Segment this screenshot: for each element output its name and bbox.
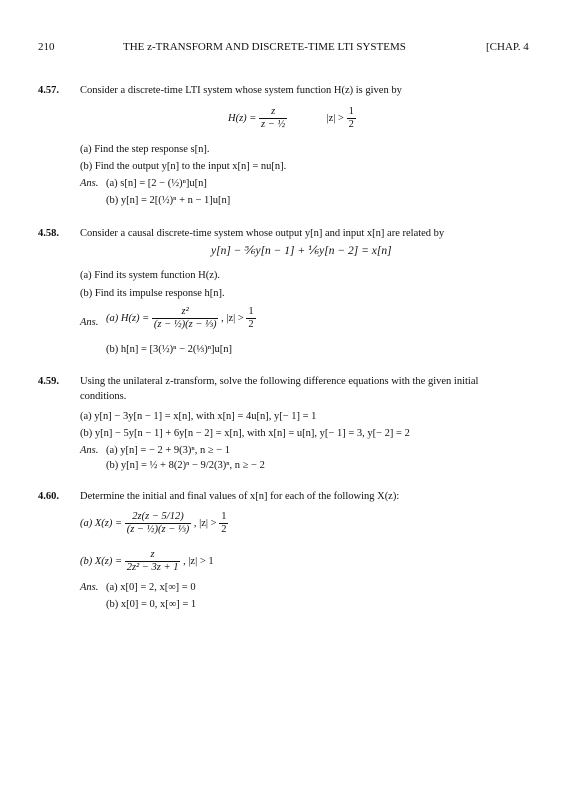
problem-statement: Using the unilateral z-transform, solve the following difference equations with the given initial <box>80 376 479 387</box>
numerator: z <box>271 106 276 117</box>
answer-item: (a) y[n] = − 2 + 9(3)ⁿ, n ≥ − 1 <box>106 445 231 456</box>
part-item: (b) Find the output y[n] to the input x[n] = nu[n]. <box>80 161 287 172</box>
part-item: (a) Find the step response s[n]. <box>80 144 210 155</box>
roc: |z| > <box>326 112 344 124</box>
denominator: 2 <box>348 119 354 131</box>
part-item: (b) y[n] − 5y[n − 1] + 6y[n − 2] = x[n], with x[n] = u[n], y[− 1] = 3, y[− 2] = 2 <box>80 428 410 439</box>
part-item <box>80 511 228 536</box>
denominator: (z − ½)(z − ⅓) <box>153 319 217 331</box>
answer-item: (b) y[n] = 2[(½)ⁿ + n − 1]u[n] <box>106 195 231 206</box>
denominator: z − ½ <box>261 119 286 131</box>
answer-item: (a) x[0] = 2, x[∞] = 0 <box>106 582 196 593</box>
numerator: 1 <box>348 106 354 117</box>
answer-label: Ans. <box>80 317 99 328</box>
answer-item: (a) s[n] = [2 − (½)ⁿ]u[n] <box>106 178 207 189</box>
answer-label: Ans. <box>80 445 99 456</box>
fraction <box>125 511 192 536</box>
numerator: 1 <box>248 306 254 317</box>
equation-lhs: H(z) = <box>228 112 257 124</box>
page-number: 210 <box>38 41 55 53</box>
denominator: 2 <box>221 524 227 536</box>
roc: , |z| > <box>221 312 244 324</box>
fraction <box>125 549 181 574</box>
denominator: 2 <box>248 319 254 331</box>
answer-item: (b) x[0] = 0, x[∞] = 1 <box>106 599 197 610</box>
problem-statement: conditions. <box>80 391 127 402</box>
problem-statement: Consider a causal discrete-time system whose output y[n] and input x[n] are related by <box>80 228 445 239</box>
part-item <box>80 549 214 574</box>
roc-fraction <box>219 511 228 536</box>
denominator: 2z² − 3z + 1 <box>126 562 179 574</box>
roc: , |z| > <box>193 517 217 529</box>
answer-label: Ans. <box>80 582 99 593</box>
part-item: (a) y[n] − 3y[n − 1] = x[n], with x[n] = 4u[n], y[− 1] = 1 <box>80 411 317 422</box>
numerator: 2z(z − 5/12) <box>132 511 184 522</box>
problem-number: 4.59. <box>38 376 59 387</box>
part-lhs: (a) X(z) = <box>80 517 123 529</box>
part-item: (b) Find its impulse response h[n]. <box>80 288 225 299</box>
problem-number: 4.57. <box>38 85 59 96</box>
difference-equation: y[n] − ⅚y[n − 1] + ⅙y[n − 2] = x[n] <box>211 245 392 257</box>
numerator: 1 <box>221 511 227 522</box>
fraction <box>259 106 287 131</box>
denominator: (z − ½)(z − ⅓) <box>126 524 190 536</box>
answer-item: (b) y[n] = ½ + 8(2)ⁿ − 9/2(3)ⁿ, n ≥ − 2 <box>106 460 265 471</box>
roc-fraction <box>246 306 255 331</box>
part-item: (a) Find its system function H(z). <box>80 270 220 281</box>
chapter-label: [CHAP. 4 <box>486 41 529 53</box>
answer-item <box>106 306 256 331</box>
answer-label: Ans. <box>80 178 99 189</box>
problem-statement: Consider a discrete-time LTI system whose system function H(z) is given by <box>80 85 402 96</box>
fraction <box>152 306 219 331</box>
problem-statement: Determine the initial and final values of x[n] for each of the following X(z): <box>80 491 400 502</box>
problem-number: 4.60. <box>38 491 59 502</box>
numerator: z² <box>181 306 189 317</box>
answer-item: (b) h[n] = [3(½)ⁿ − 2(⅓)ⁿ]u[n] <box>106 344 233 355</box>
answer-lhs: (a) H(z) = <box>106 312 150 324</box>
running-title: THE z-TRANSFORM AND DISCRETE-TIME LTI SYSTEMS <box>123 41 406 53</box>
part-lhs: (b) X(z) = <box>80 555 123 567</box>
roc-fraction <box>347 106 356 131</box>
numerator: z <box>150 549 155 560</box>
roc: , |z| > 1 <box>183 555 214 567</box>
problem-number: 4.58. <box>38 228 59 239</box>
equation <box>228 106 356 131</box>
